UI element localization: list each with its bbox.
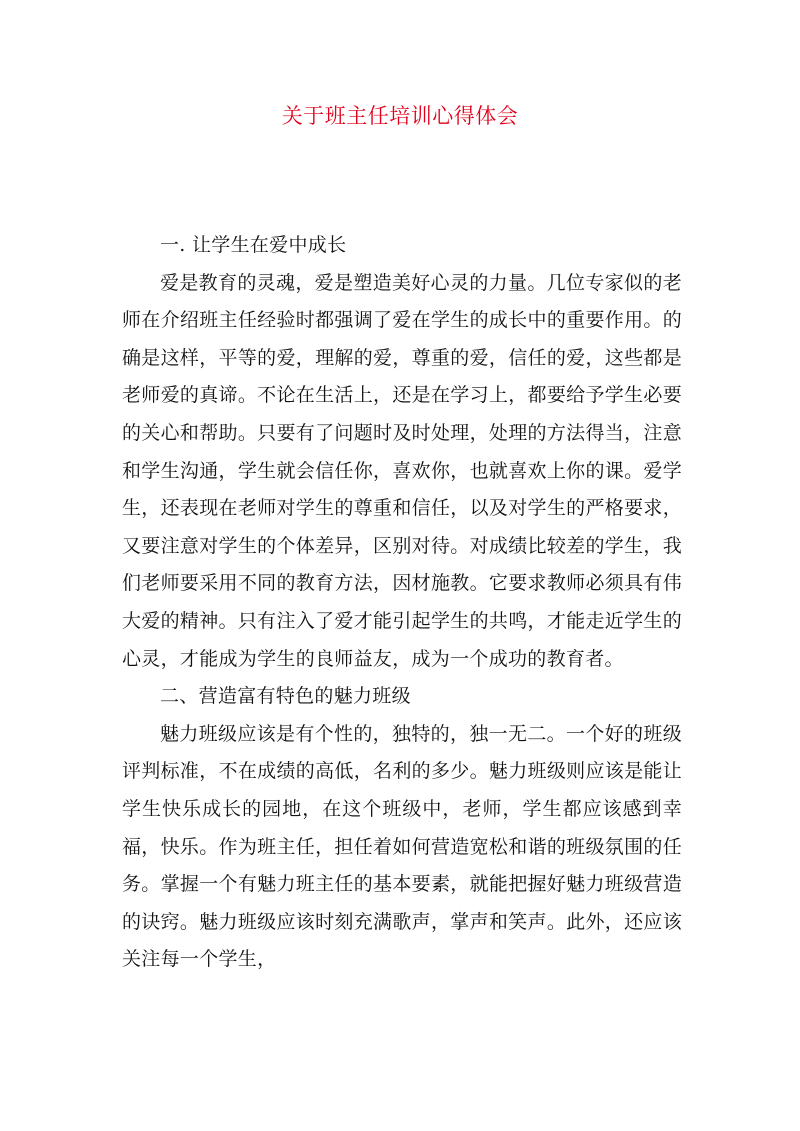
document-body — [122, 227, 682, 979]
document-title: 关于班主任培训心得体会 — [281, 104, 519, 128]
section-2-heading: 二、营造富有特色的魅力班级 — [160, 685, 411, 708]
section-1-paragraph: 爱是教育的灵魂，爱是塑造美好心灵的力量。几位专家似的老师在介绍班主任经验时都强调了爱在学生的成长中的重要作用。的确是这样，平等的爱，理解的爱，尊重的爱，信任的爱，这些都是老师爱的真谛。不论在生活上，还是在学习上，都要给予学生必要的关心和帮助。只要有了问题时及时处理，处理的方法得当，注意和学生沟通，学生就会信任你，喜欢你，也就喜欢上你的课。爱学生，还表现在老师对学生的尊重和信任，以及对学生的严格要求，又要注意对学生的个体差异，区别对待。对成绩比较差的学生，我们老师要采用不同的教育方法，因材施教。它要求教师必须具有伟大爱的精神。只有注入了爱才能引起学生的共鸣，才能走近学生的心灵，才能成为学生的良师益友，成为一个成功的教育者。 — [122, 271, 682, 670]
section-2-paragraph: 魅力班级应该是有个性的，独特的，独一无二。一个好的班级评判标准，不在成绩的高低，名利的多少。魅力班级则应该是能让学生快乐成长的园地，在这个班级中，老师，学生都应该感到幸福，快乐。作为班主任，担任着如何营造宽松和谐的班级氛围的任务。掌握一个有魅力班主任的基本要素，就能把握好魅力班级营造的诀窍。魅力班级应该时刻充满歌声，掌声和笑声。此外，还应该关注每一个学生， — [122, 722, 682, 971]
section-1-heading: 一. 让学生在爱中成长 — [160, 234, 347, 256]
